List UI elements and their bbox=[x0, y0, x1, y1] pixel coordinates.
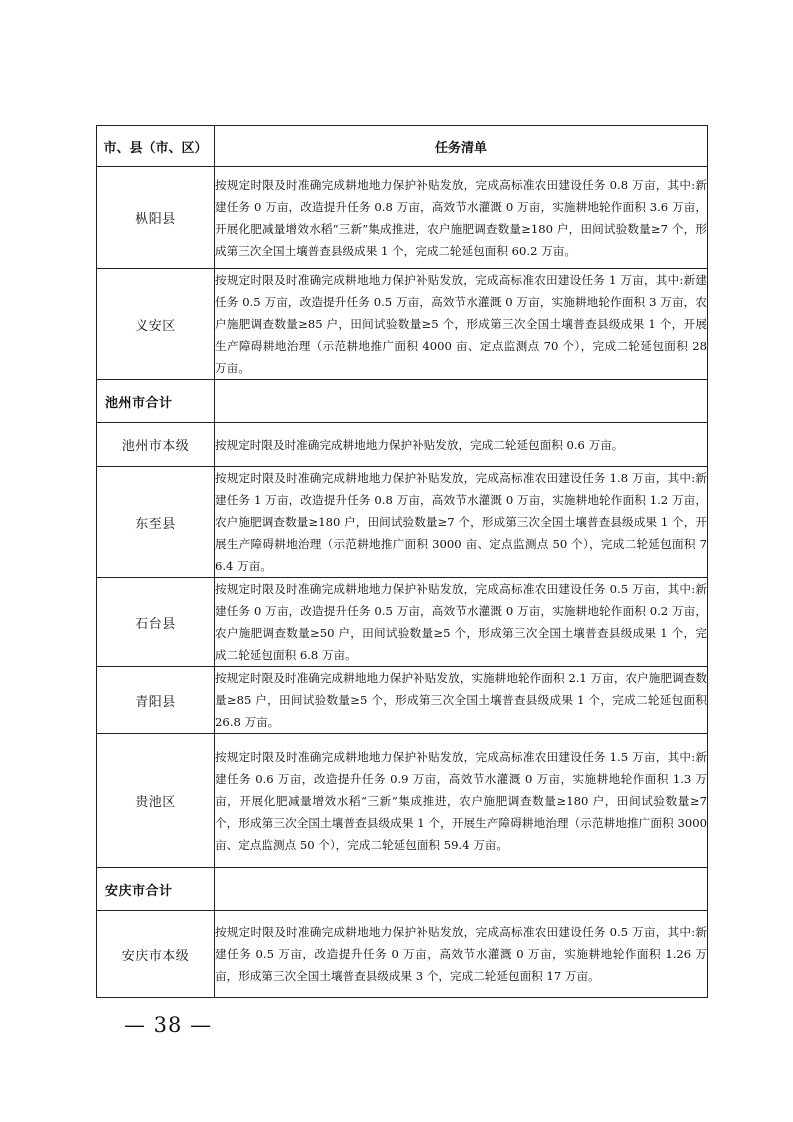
task-cell: 按规定时限及时准确完成耕地地力保护补贴发放，完成二轮延包面积 0.6 万亩。 bbox=[215, 423, 708, 467]
task-cell: 按规定时限及时准确完成耕地地力保护补贴发放，完成高标准农田建设任务 1.8 万亩，其中:新建任务 1 万亩，改造提升任务 0.8 万亩，高效节水灌溉 0 万亩，实施耕地轮作面积 1.2 万亩，农户施肥调查数量≥180 户，田间试验数量≥7 个，形成第三次全国土壤普查县级成果 1 个，开展生产障碍耕地治理（示范耕地推广面积 3000 亩、定点监测点 50 个），完成二轮延包面积 76.4 万亩。 bbox=[215, 467, 708, 578]
subtotal-cell: 池州市合计 bbox=[97, 380, 215, 423]
table-row bbox=[97, 578, 708, 667]
task-list-table bbox=[96, 125, 708, 998]
region-cell: 青阳县 bbox=[97, 667, 215, 734]
subtotal-cell: 安庆市合计 bbox=[97, 868, 215, 911]
task-cell bbox=[215, 380, 708, 423]
task-cell: 按规定时限及时准确完成耕地地力保护补贴发放，完成高标准农田建设任务 1.5 万亩，其中:新建任务 0.6 万亩，改造提升任务 0.9 万亩，高效节水灌溉 0 万亩，实施耕地轮作面积 1.3 万亩，开展化肥减量增效水稻“三新”集成推进，农户施肥调查数量≥180 户，田间试验数量≥7 个，形成第三次全国土壤普查县级成果 1 个，开展生产障碍耕地治理（示范耕地推广面积 3000 亩、定点监测点 50 个），完成二轮延包面积 59.4 万亩。 bbox=[215, 734, 708, 868]
region-cell: 枞阳县 bbox=[97, 167, 215, 269]
table-row bbox=[97, 269, 708, 380]
table-row bbox=[97, 734, 708, 868]
task-cell: 按规定时限及时准确完成耕地地力保护补贴发放，完成高标准农田建设任务 1 万亩，其中:新建任务 0.5 万亩，改造提升任务 0.5 万亩，高效节水灌溉 0 万亩，实施耕地轮作面积 3 万亩，农户施肥调查数量≥85 户，田间试验数量≥5 个，形成第三次全国土壤普查县级成果 1 个，开展生产障碍耕地治理（示范耕地推广面积 4000 亩、定点监测点 70 个），完成二轮延包面积 28 万亩。 bbox=[215, 269, 708, 380]
table-row bbox=[97, 667, 708, 734]
task-cell: 按规定时限及时准确完成耕地地力保护补贴发放，实施耕地轮作面积 2.1 万亩，农户施肥调查数量≥85 户，田间试验数量≥5 个，形成第三次全国土壤普查县级成果 1 个，完成二轮延包面积 26.8 万亩。 bbox=[215, 667, 708, 734]
header-region: 市、县（市、区） bbox=[97, 126, 215, 167]
region-cell: 安庆市本级 bbox=[97, 911, 215, 998]
region-cell: 池州市本级 bbox=[97, 423, 215, 467]
table-row-subtotal bbox=[97, 380, 708, 423]
task-cell bbox=[215, 868, 708, 911]
table-row bbox=[97, 423, 708, 467]
table-row-subtotal bbox=[97, 868, 708, 911]
region-cell: 义安区 bbox=[97, 269, 215, 380]
table-row bbox=[97, 911, 708, 998]
region-cell: 石台县 bbox=[97, 578, 215, 667]
table-row bbox=[97, 167, 708, 269]
header-tasks: 任务清单 bbox=[215, 126, 708, 167]
region-cell: 贵池区 bbox=[97, 734, 215, 868]
table-header-row bbox=[97, 126, 708, 167]
region-cell: 东至县 bbox=[97, 467, 215, 578]
table-row bbox=[97, 467, 708, 578]
page-number: — 38 — bbox=[124, 1013, 213, 1037]
task-cell: 按规定时限及时准确完成耕地地力保护补贴发放，完成高标准农田建设任务 0.5 万亩，其中:新建任务 0 万亩，改造提升任务 0.5 万亩，高效节水灌溉 0 万亩，实施耕地轮作面积 0.2 万亩，农户施肥调查数量≥50 户，田间试验数量≥5 个，形成第三次全国土壤普查县级成果 1 个，完成二轮延包面积 6.8 万亩。 bbox=[215, 578, 708, 667]
task-cell: 按规定时限及时准确完成耕地地力保护补贴发放，完成高标准农田建设任务 0.5 万亩，其中:新建任务 0.5 万亩，改造提升任务 0 万亩，高效节水灌溉 0 万亩，实施耕地轮作面积 1.26 万亩，形成第三次全国土壤普查县级成果 3 个，完成二轮延包面积 17 万亩。 bbox=[215, 911, 708, 998]
task-cell: 按规定时限及时准确完成耕地地力保护补贴发放，完成高标准农田建设任务 0.8 万亩，其中:新建任务 0 万亩，改造提升任务 0.8 万亩，高效节水灌溉 0 万亩，实施耕地轮作面积 3.6 万亩，开展化肥减量增效水稻“三新”集成推进，农户施肥调查数量≥180 户，田间试验数量≥7 个，形成第三次全国土壤普查县级成果 1 个，完成二轮延包面积 60.2 万亩。 bbox=[215, 167, 708, 269]
